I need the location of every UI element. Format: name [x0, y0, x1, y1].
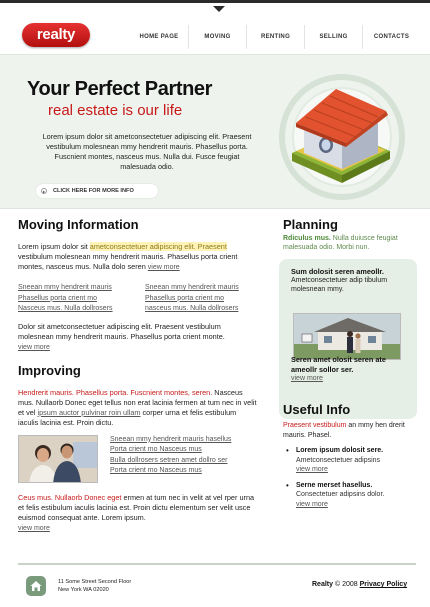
moving-links-left [18, 283, 131, 315]
arrow-right-icon: ▸ [42, 188, 45, 194]
nav-selling[interactable]: SELLING [304, 25, 362, 49]
useful-list [286, 446, 419, 509]
more-info-label: CLICK HERE FOR MORE INFO [53, 188, 134, 194]
footer-divider [18, 563, 416, 565]
improving-text-end: corper urna et felis estibulum iaculis lacinia est. Proin dictu. [18, 407, 237, 427]
moving-link[interactable]: Sneean mmy hendrerit mauris [18, 284, 112, 291]
main-nav [130, 25, 420, 49]
nav-moving[interactable]: MOVING [188, 25, 246, 49]
hero-subtitle: real estate is our life [48, 102, 183, 119]
improving-paragraph-2 [18, 493, 258, 534]
people-photo-image [19, 436, 98, 483]
useful-item-body [296, 481, 384, 510]
house-illustration [278, 71, 406, 201]
privacy-policy-link[interactable]: Privacy Policy [359, 581, 408, 588]
nav-contacts[interactable]: CONTACTS [362, 25, 420, 49]
useful-item-title: Serne merset hasellus. [296, 481, 373, 489]
useful-item-text: Consectetuer adipsins dolor. [296, 491, 385, 498]
address-line-1: 11 Some Street Second Floor [58, 579, 132, 585]
planning-box-title-2: Seren amet olosit seren ate ameollr sollor ser. [291, 355, 386, 374]
moving-links [18, 283, 258, 315]
hero-text: Lorem ipsum dolor sit ametconsectetuer adipiscing elit. Praesent vestibulum molesnean mmy hendrerit mauris. Phasellus porta. Fuscnient montes, nasceus mus. Nulla dui. Fusce feugiat malesuada odio. [42, 132, 252, 171]
improving-link[interactable]: Porta crient mo Nasceus mus [110, 446, 202, 453]
hero-banner [0, 54, 430, 209]
people-photo [18, 435, 98, 483]
moving-link[interactable]: Sneean mmy hendrerit mauris [145, 284, 239, 291]
home-icon [26, 576, 46, 596]
improving-link[interactable]: Bulla dollrosers setren amet dollro ser [110, 456, 228, 464]
nav-home-page[interactable]: HOME PAGE [139, 34, 179, 40]
improving-links [110, 435, 250, 483]
sidebar [283, 209, 419, 509]
logo[interactable]: realty [22, 23, 90, 47]
useful-item-view-more-link[interactable]: view more [296, 466, 328, 473]
planning-title: Planning [283, 217, 338, 232]
moving-link[interactable]: nasceus mus. Nulla dollrosers [145, 305, 239, 312]
moving-text-end: vestibulum molesnean mmy hendrerit mauris. Phasellus porta crient montes, nasceus mus. Nulla dolo seren [18, 252, 238, 271]
improving-red-text: Hendrerit mauris. Phasellus porta. Fuscnient montes, seren. [18, 387, 213, 397]
moving-link[interactable]: Phasellus porta crient mo [18, 294, 97, 302]
useful-item-text: Ametconsectetuer adipsins [296, 456, 381, 464]
planning-text [283, 234, 419, 252]
moving-paragraph-2 [18, 322, 258, 353]
moving-view-more-link-2[interactable]: view more [18, 343, 50, 351]
moving-link[interactable]: Nasceus mus. Nulla dollrosers [18, 305, 113, 312]
moving-highlight: ametconsectetuer adipiscing elit. Praesent [89, 242, 227, 251]
useful-red-text: Praesent vestibulum [283, 422, 347, 429]
improving-red-text-2: Ceus mus. Nullaorb Donec eget [18, 492, 122, 502]
moving-title: Moving Information [18, 217, 139, 232]
more-info-button[interactable] [36, 184, 158, 198]
planning-bold: Rdiculus mus. [283, 235, 331, 242]
improving-title: Improving [18, 362, 81, 378]
useful-item-title: Lorem ipsum dolosit sere. [296, 447, 384, 454]
footer-copy: © 2008 [334, 581, 358, 588]
nav-renting[interactable]: RENTING [246, 25, 304, 49]
active-nav-marker [213, 6, 225, 12]
footer-copyright [312, 581, 407, 588]
moving-text-start: Lorem ipsum dolor sit [18, 242, 90, 251]
main-column [18, 209, 258, 534]
useful-item [286, 481, 419, 510]
moving-link[interactable]: Phasellus porta crient mo [145, 294, 224, 302]
useful-info-text [283, 421, 419, 440]
hero-title: Your Perfect Partner [27, 78, 213, 100]
planning-box-text: Ametconsectetuer adip tibulum molesnean mmy. [291, 277, 388, 293]
moving-text-2: Dolor sit ametconsectetuer adipiscing elit. Praesent vestibulum molesnean mmy hendrerit mauris. Phasellus porta crient monte. [18, 321, 225, 341]
improving-link[interactable]: Porta crient mo Nasceus mus [110, 467, 202, 474]
improving-view-more-link[interactable]: view more [18, 524, 50, 532]
planning-box-content [291, 267, 413, 382]
footer-brand: Realty [312, 581, 334, 588]
home-icon-glyph [29, 579, 43, 593]
useful-desc: an mmy hen drerit mauris. Phasel. [283, 422, 405, 439]
moving-view-more-link[interactable]: view more [147, 264, 180, 271]
bullet-icon: • [286, 480, 289, 490]
bullet-icon: • [286, 446, 289, 455]
address-line-2: New York WA 02020 [58, 587, 109, 593]
improving-text-2: ermen at tum nec in velit at vel rper urna et felis estibulum iaculis lacinia est. Proin dictu elementum ser velit usce euismod consequat ante. Lorem ipsum. [18, 492, 255, 522]
footer-address [58, 578, 131, 594]
useful-item-view-more-link[interactable]: view more [296, 500, 328, 508]
improving-inline-link[interactable]: ipsum auctor pulvinar roin ullam [37, 407, 141, 417]
useful-item-body [296, 446, 383, 475]
planning-view-more-link[interactable]: view more [291, 375, 323, 382]
planning-desc: Nulla duiusce feugiat malesuada odio. Morbi nun. [283, 235, 398, 251]
improving-text: Nasceus mus. Nullaorb Donec eget tellus non erat lacinia fermen at tum nec in velit et vel [18, 387, 257, 417]
improving-link[interactable]: Sneean mmy hendrerit mauris hasellus [110, 435, 232, 443]
improving-media-row [18, 435, 258, 483]
improving-paragraph [18, 388, 258, 428]
planning-box-title: Sum dolosit seren ameollr. [291, 267, 384, 276]
header [0, 0, 430, 54]
moving-links-right [145, 283, 258, 315]
photo-spacer [291, 294, 413, 355]
useful-item [286, 446, 419, 475]
useful-info-title: Useful Info [283, 402, 351, 417]
moving-paragraph [18, 242, 258, 273]
